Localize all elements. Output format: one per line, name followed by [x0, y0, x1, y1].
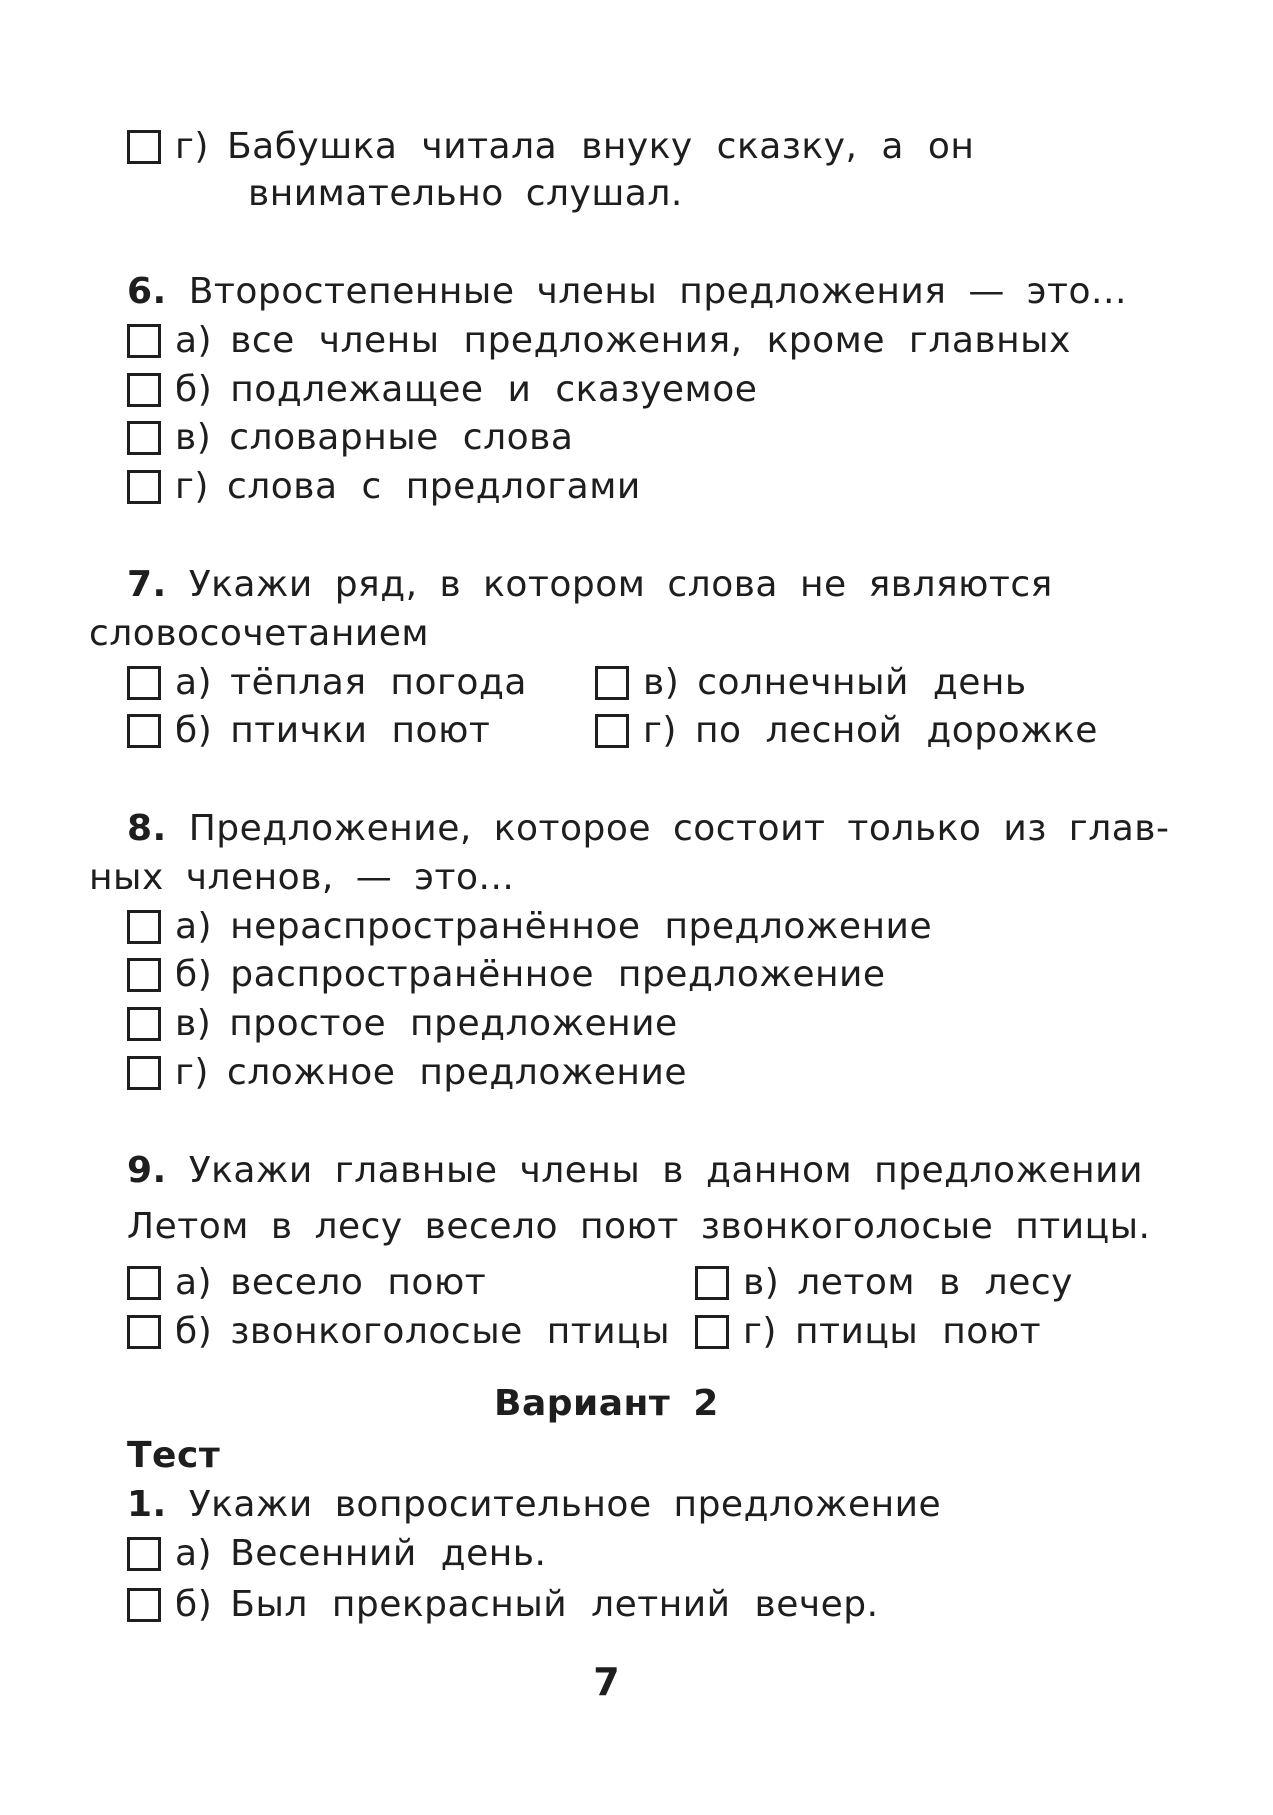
option-letter: в): [643, 662, 680, 703]
option-text: подлежащее и сказуемое: [230, 369, 758, 410]
checkbox[interactable]: [127, 714, 161, 748]
q8-option-b[interactable]: [127, 951, 886, 999]
checkbox[interactable]: [695, 1315, 729, 1349]
option-text: летом в лесу: [797, 1262, 1073, 1303]
question-text: Укажи главные члены в данном предложении: [188, 1150, 1143, 1191]
option-text: все члены предложения, кроме главных: [230, 320, 1071, 361]
question-number: 1.: [127, 1484, 167, 1525]
option-text: птички поют: [230, 710, 491, 751]
question-text: Укажи вопросительное предложение: [188, 1484, 942, 1525]
checkbox[interactable]: [127, 470, 161, 504]
option-letter: г): [743, 1311, 777, 1352]
q8-question-continuation: ных членов, — это...: [89, 857, 515, 898]
q6-question: [127, 268, 1127, 316]
option-text: звонкоголосые птицы: [230, 1311, 671, 1352]
option-text: птицы поют: [794, 1311, 1042, 1352]
q8-option-a[interactable]: [127, 903, 932, 951]
checkbox[interactable]: [127, 421, 161, 455]
option-letter: г): [175, 1052, 209, 1093]
option-letter: г): [643, 710, 677, 751]
option-letter: в): [175, 1003, 212, 1044]
option-letter: в): [743, 1262, 780, 1303]
checkbox[interactable]: [595, 666, 629, 700]
checkbox[interactable]: [127, 958, 161, 992]
checkbox[interactable]: [695, 1266, 729, 1300]
checkbox[interactable]: [127, 1056, 161, 1090]
option-letter: а): [175, 662, 213, 703]
checkbox[interactable]: [127, 910, 161, 944]
q8-question: [127, 805, 1170, 853]
checkbox[interactable]: [595, 714, 629, 748]
q9-option-d[interactable]: [695, 1308, 1041, 1356]
question-number: 9.: [127, 1150, 167, 1191]
q5-option-g[interactable]: [127, 123, 974, 171]
checkbox[interactable]: [127, 373, 161, 407]
q5-option-g-continuation: внимательно слушал.: [248, 173, 683, 214]
q9-sentence: Летом в лесу весело поют звонкоголосые птицы.: [127, 1206, 1151, 1247]
option-letter: б): [175, 954, 213, 995]
q7-question: [127, 561, 1053, 609]
q7-option-b[interactable]: [127, 707, 490, 755]
q9-question: [127, 1147, 1143, 1195]
option-text: распространённое предложение: [230, 954, 886, 995]
option-text: Весенний день.: [230, 1533, 547, 1574]
checkbox[interactable]: [127, 666, 161, 700]
page-number: 7: [593, 1660, 620, 1704]
checkbox[interactable]: [127, 1588, 161, 1622]
option-text: тёплая погода: [230, 662, 527, 703]
option-letter: г): [175, 126, 209, 167]
v2-q1-option-a[interactable]: [127, 1530, 546, 1578]
question-number: 7.: [127, 564, 167, 605]
q7-option-c[interactable]: [595, 659, 1027, 707]
q6-option-c[interactable]: [127, 414, 573, 462]
checkbox[interactable]: [127, 1537, 161, 1571]
checkbox[interactable]: [127, 130, 161, 164]
v2-q1-option-b[interactable]: [127, 1581, 879, 1629]
question-text: Укажи ряд, в котором слова не являются: [188, 564, 1053, 605]
option-text: сложное предложение: [226, 1052, 688, 1093]
option-text: нераспространённое предложение: [230, 906, 933, 947]
q8-option-d[interactable]: [127, 1049, 687, 1097]
q6-option-a[interactable]: [127, 317, 1071, 365]
option-letter: г): [175, 466, 209, 507]
section-title: Тест: [127, 1435, 221, 1476]
option-text: весело поют: [230, 1262, 487, 1303]
option-text: солнечный день: [697, 662, 1027, 703]
option-text: Был прекрасный летний вечер.: [230, 1584, 879, 1625]
option-text: слова с предлогами: [226, 466, 641, 507]
option-letter: в): [175, 417, 212, 458]
option-text: по лесной дорожке: [694, 710, 1098, 751]
option-letter: б): [175, 1311, 213, 1352]
checkbox[interactable]: [127, 1315, 161, 1349]
q7-option-a[interactable]: [127, 659, 527, 707]
v2-q1-question: [127, 1481, 941, 1529]
q9-option-a[interactable]: [127, 1259, 486, 1307]
q6-option-b[interactable]: [127, 366, 757, 414]
option-letter: а): [175, 1262, 213, 1303]
question-number: 6.: [127, 271, 167, 312]
q8-option-c[interactable]: [127, 1000, 678, 1048]
option-letter: а): [175, 320, 213, 361]
option-text: Бабушка читала внуку сказку, а он: [226, 126, 975, 167]
question-text: Предложение, которое состоит только из глав-: [188, 808, 1170, 849]
q6-option-d[interactable]: [127, 463, 641, 511]
option-letter: б): [175, 369, 213, 410]
question-text: Второстепенные члены предложения — это...: [188, 271, 1127, 312]
variant-title: Вариант 2: [494, 1383, 719, 1424]
q7-option-d[interactable]: [595, 707, 1098, 755]
q9-option-c[interactable]: [695, 1259, 1073, 1307]
checkbox[interactable]: [127, 1007, 161, 1041]
option-letter: а): [175, 906, 213, 947]
question-number: 8.: [127, 808, 167, 849]
option-letter: а): [175, 1533, 213, 1574]
checkbox[interactable]: [127, 1266, 161, 1300]
checkbox[interactable]: [127, 324, 161, 358]
option-text: словарные слова: [229, 417, 574, 458]
option-text: простое предложение: [229, 1003, 678, 1044]
option-letter: б): [175, 1584, 213, 1625]
q9-option-b[interactable]: [127, 1308, 670, 1356]
q7-question-continuation: словосочетанием: [89, 613, 430, 654]
option-letter: б): [175, 710, 213, 751]
